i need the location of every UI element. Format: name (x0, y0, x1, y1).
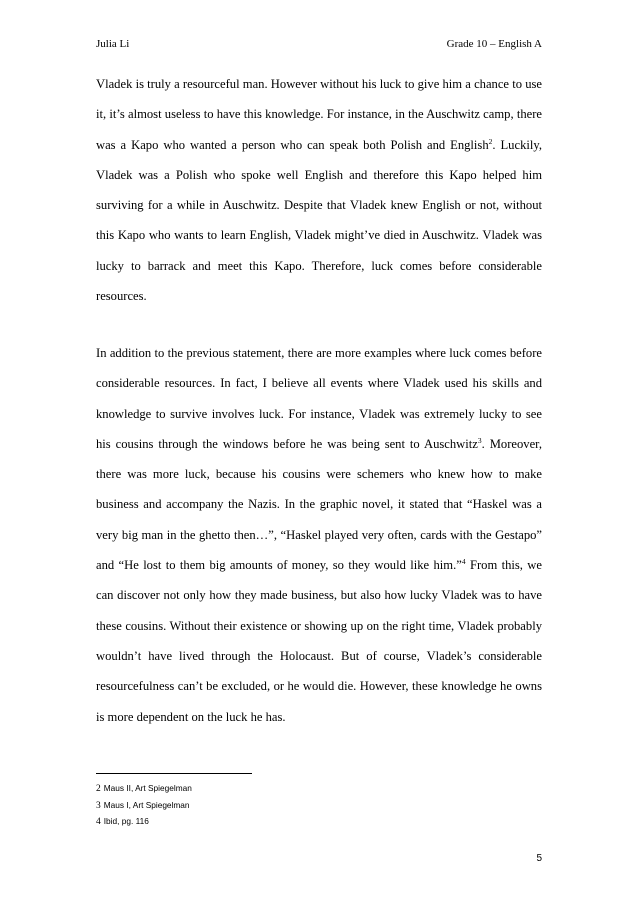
footnote-separator (96, 773, 252, 774)
footnote (96, 816, 149, 827)
footnote-ref: 2 (488, 136, 493, 146)
footnote-number: 3 (96, 801, 101, 811)
footnote-text: Ibid, pg. 116 (103, 816, 149, 826)
footnote-number: 4 (96, 817, 101, 827)
paragraph-text: . Luckily, Vladek was a Polish who spoke well English and therefore this Kapo helped him surviving for a while in Auschwitz. Despite that Vladek knew English or not, without this Kapo who wants to learn English, Vladek might’ve died in Auschwitz. Vladek was lucky to barrack and meet this Kapo. Therefore, luck comes before considerable resources. (96, 137, 542, 304)
footnote-text: Maus I, Art Spiegelman (103, 800, 190, 810)
footnote-ref: 3 (477, 435, 482, 445)
paragraph-text: Vladek is truly a resourceful man. However without his luck to give him a chance to use it, it’s almost useless to have this knowledge. For instance, in the Auschwitz camp, there was a Kapo who wanted a person who can speak both Polish and English (96, 77, 542, 152)
paragraph-text: From this, we can discover not only how they made business, but also how lucky Vladek was to have these cousins. Without their existence or showing up on the right time, Vladek probably wouldn’t have lived through the Holocaust. But of course, Vladek’s considerable resourcefulness can’t be excluded, or he would die. However, these knowledge he owns is more dependent on the luck he has. (96, 558, 542, 724)
paragraph-text: In addition to the previous statement, there are more examples where luck comes before considerable resources. In fact, I believe all events where Vladek used his skills and knowledge to survive involves luck. For instance, Vladek was extremely lucky to see his cousins through the windows before he was being sent to Auschwitz (96, 346, 542, 451)
paragraph-text: . Moreover, there was more luck, because his cousins were schemers who knew how to make business and accompany the Nazis. In the graphic novel, it stated that “Haskel was a very big man in the ghetto then…”, “Haskel played very often, cards with the Gestapo” and “He lost to them big amounts of money, so they would like him.” (96, 436, 542, 573)
body-paragraph-1 (96, 69, 542, 311)
footnote (96, 783, 192, 794)
page-number: 5 (536, 853, 542, 864)
header-course: Grade 10 – English A (446, 38, 542, 50)
footnote-ref: 4 (461, 556, 466, 566)
header-author: Julia Li (96, 38, 130, 50)
footnote-number: 2 (96, 784, 101, 794)
footnote-text: Maus II, Art Spiegelman (103, 783, 192, 793)
body-paragraph-2 (96, 338, 542, 732)
footnote (96, 800, 190, 811)
